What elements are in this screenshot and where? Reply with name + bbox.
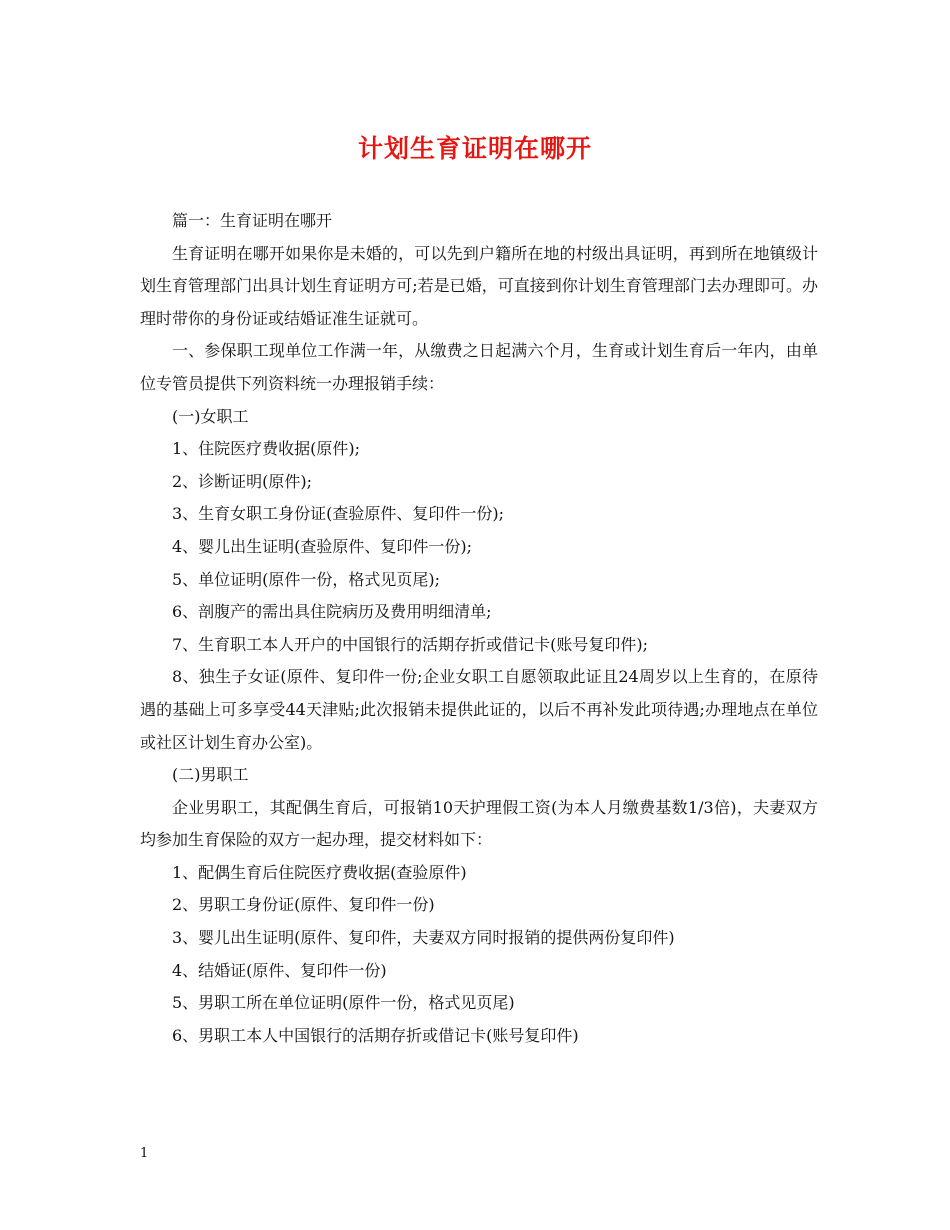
list-item: 4、婴儿出生证明(查验原件、复印件一份); xyxy=(172,536,473,556)
list-item: 8、独生子女证(原件、复印件一份;企业女职工自愿领取此证且24周岁以上生育的，在原待遇的基础上可多享受44天津贴;此次报销未提供此证的，以后不再补发此项待遇;办理地点在单位或社区计划生育办公室)。 xyxy=(140,667,818,752)
document-title: 计划生育证明在哪开 xyxy=(357,134,592,163)
subsection-heading: (二)男职工 xyxy=(172,765,249,785)
subsection-heading: (一)女职工 xyxy=(172,406,249,426)
list-item: 4、结婚证(原件、复印件一份) xyxy=(172,960,387,980)
section-heading: 篇一：生育证明在哪开 xyxy=(172,211,333,230)
page-number: 1 xyxy=(140,1146,149,1161)
document-body xyxy=(140,205,818,1052)
list-item: 3、婴儿出生证明(原件、复印件，夫妻双方同时报销的提供两份复印件) xyxy=(172,928,675,948)
list-item: 2、男职工身份证(原件、复印件一份) xyxy=(172,895,435,915)
list-item: 1、住院医疗费收据(原件); xyxy=(172,439,361,459)
list-item: 6、剖腹产的需出具住院病历及费用明细清单; xyxy=(172,602,492,622)
list-item: 2、诊断证明(原件); xyxy=(172,471,313,491)
body-paragraph: 企业男职工，其配偶生育后，可报销10天护理假工资(为本人月缴费基数1/3倍)，夫妻双方均参加生育保险的双方一起办理，提交材料如下： xyxy=(140,797,818,850)
list-item: 5、男职工所在单位证明(原件一份，格式见页尾) xyxy=(172,993,515,1013)
list-item: 7、生育职工本人开户的中国银行的活期存折或借记卡(账号复印件); xyxy=(172,634,649,654)
list-item: 6、男职工本人中国银行的活期存折或借记卡(账号复印件) xyxy=(172,1025,579,1045)
list-item: 3、生育女职工身份证(查验原件、复印件一份); xyxy=(172,504,505,524)
body-paragraph: 一、参保职工现单位工作满一年，从缴费之日起满六个月，生育或计划生育后一年内，由单位专管员提供下列资料统一办理报销手续： xyxy=(140,341,818,393)
body-paragraph: 生育证明在哪开如果你是未婚的，可以先到户籍所在地的村级出具证明，再到所在地镇级计划生育管理部门出具计划生育证明方可;若是已婚，可直接到你计划生育管理部门去办理即可。办理时带你的身份证或结婚证准生证就可。 xyxy=(140,243,818,328)
list-item: 1、配偶生育后住院医疗费收据(查验原件) xyxy=(172,862,467,882)
list-item: 5、单位证明(原件一份，格式见页尾); xyxy=(172,569,441,589)
